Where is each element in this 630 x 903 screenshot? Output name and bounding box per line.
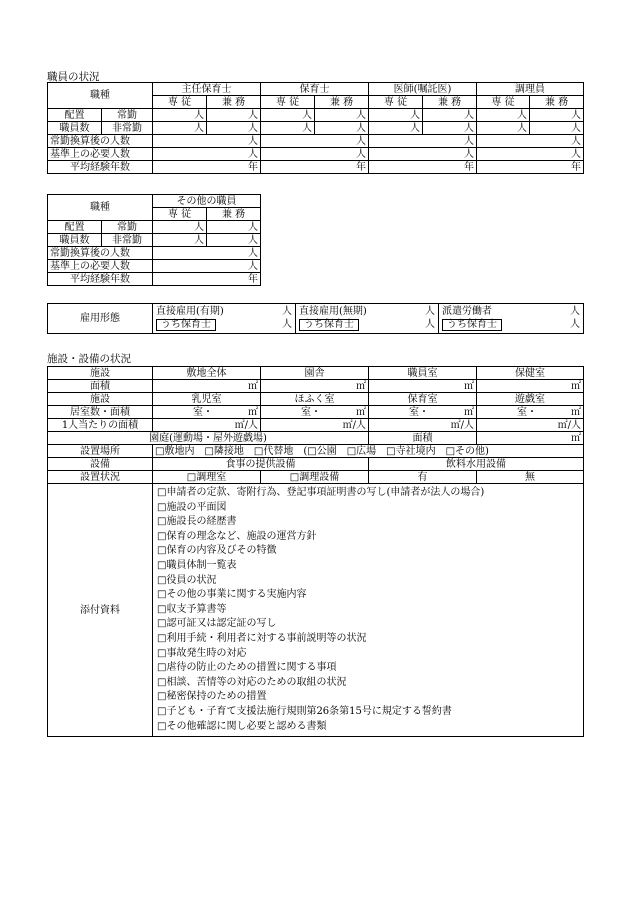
other-staff-table	[47, 194, 261, 286]
role-header-nursery: 保育士	[261, 83, 369, 96]
sqm-unit: ㎡	[248, 406, 258, 418]
count-cell[interactable]: 人	[153, 234, 207, 247]
area-cell[interactable]: ㎡	[153, 380, 261, 393]
years-cell[interactable]: 年	[261, 161, 369, 174]
water-yes-option[interactable]: 有	[369, 471, 477, 484]
years-cell[interactable]: 年	[477, 161, 584, 174]
part-time-label: 非常勤	[102, 234, 153, 247]
dispatch-cell[interactable]	[439, 304, 584, 334]
attachment-item[interactable]: □保育の理念など、施設の運営方針	[157, 530, 317, 542]
attachment-item[interactable]: □認可証又は認定証の写し	[157, 618, 277, 630]
facility-label: 施設	[48, 393, 153, 406]
per-person-area-cell[interactable]: ㎡/人	[153, 419, 261, 432]
attachment-item[interactable]: □役員の状況	[157, 574, 217, 586]
count-cell[interactable]: 人	[153, 221, 207, 234]
count-cell[interactable]: 人	[369, 109, 423, 122]
sqm-unit: ㎡	[571, 406, 581, 418]
attachment-item[interactable]: □施設長の経歴書	[157, 516, 237, 528]
count-cell[interactable]: 人	[153, 135, 261, 148]
room-count-area-cell[interactable]	[369, 406, 477, 419]
location-label: 設置場所	[48, 445, 153, 458]
direct-indef-label: 直接雇用(無期)	[299, 306, 367, 317]
staff-count-label: 職員数	[48, 234, 102, 247]
per-person-area-label: 1人当たりの面積	[48, 419, 153, 432]
count-cell[interactable]: 人	[369, 122, 423, 135]
person-unit: 人	[425, 306, 435, 317]
attachment-item[interactable]: □子ども・子育て支援法施行規則第26条第15号に規定する誓約書	[157, 705, 452, 717]
count-cell[interactable]: 人	[530, 109, 584, 122]
fte-label: 常勤換算後の人数	[48, 135, 153, 148]
area-cell[interactable]: ㎡	[261, 380, 369, 393]
count-cell[interactable]: 人	[423, 109, 477, 122]
room-name-nursery: 保育室	[369, 393, 477, 406]
regular-label: 常勤	[102, 221, 153, 234]
count-cell[interactable]: 人	[207, 109, 261, 122]
full-time-header: 専 従	[153, 96, 207, 109]
count-cell[interactable]: 人	[477, 109, 530, 122]
count-cell[interactable]: 人	[207, 221, 261, 234]
concurrent-header: 兼 務	[207, 208, 261, 221]
placement-label: 配置	[48, 109, 102, 122]
count-cell[interactable]: 人	[207, 122, 261, 135]
per-person-area-cell[interactable]: ㎡/人	[369, 419, 477, 432]
of-which-nursery-label: うち保育士	[442, 319, 502, 331]
room-name-crawling: ほふく室	[261, 393, 369, 406]
facility-table	[47, 366, 584, 737]
dispatch-label: 派遣労働者	[442, 306, 492, 317]
role-header-chief-nursery: 主任保育士	[153, 83, 261, 96]
attachment-item[interactable]: □申請者の定款、寄附行為、登記事項証明書の写し(申請者が法人の場合)	[157, 487, 485, 498]
room-name-infant: 乳児室	[153, 393, 261, 406]
count-cell[interactable]: 人	[477, 135, 584, 148]
person-unit: 人	[570, 319, 580, 330]
attachment-item[interactable]: □相談、苦情等の対応のための取組の状況	[157, 676, 347, 688]
area-name-staff-room: 職員室	[369, 367, 477, 380]
concurrent-header: 兼 務	[207, 96, 261, 109]
direct-fixed-label: 直接雇用(有期)	[156, 306, 224, 317]
direct-fixed-cell[interactable]	[153, 304, 296, 334]
avg-experience-label: 平均経験年数	[48, 273, 153, 286]
attachment-item[interactable]: □収支予算書等	[157, 603, 227, 615]
per-person-area-cell[interactable]: ㎡/人	[477, 419, 584, 432]
water-no-option[interactable]: 無	[477, 471, 584, 484]
attachments-label: 添付資料	[48, 484, 153, 737]
count-cell[interactable]: 人	[261, 109, 315, 122]
room-unit: 室・	[409, 406, 429, 418]
staff-table	[47, 82, 584, 174]
staff-count-label: 職員数	[48, 122, 102, 135]
attachment-item[interactable]: □施設の平面図	[157, 501, 227, 513]
sqm-unit: ㎡	[464, 406, 474, 418]
per-person-area-cell[interactable]: ㎡/人	[261, 419, 369, 432]
count-cell[interactable]: 人	[477, 122, 530, 135]
employment-form-table	[47, 303, 584, 334]
count-cell[interactable]: 人	[423, 122, 477, 135]
full-time-header: 専 従	[153, 208, 207, 221]
count-cell[interactable]: 人	[153, 260, 261, 273]
area-name-health-room: 保健室	[477, 367, 584, 380]
employment-form-label: 雇用形態	[48, 304, 153, 334]
room-count-area-cell[interactable]	[153, 406, 261, 419]
attachment-item[interactable]: □その他確認に関し必要と認める書類	[157, 720, 327, 732]
attachments-list	[153, 484, 584, 737]
concurrent-header: 兼 務	[530, 96, 584, 109]
room-name-playroom: 遊戯室	[477, 393, 584, 406]
yard-area-label: 面積	[369, 432, 477, 445]
count-cell[interactable]: 人	[477, 148, 584, 161]
room-count-area-cell[interactable]	[477, 406, 584, 419]
facility-label: 施設	[48, 367, 153, 380]
person-unit: 人	[282, 319, 292, 330]
count-cell[interactable]: 人	[261, 122, 315, 135]
of-which-nursery-label: うち保育士	[299, 319, 359, 331]
cooking-room-option[interactable]: □調理室	[153, 471, 261, 484]
count-cell[interactable]: 人	[261, 148, 369, 161]
years-cell[interactable]: 年	[369, 161, 477, 174]
area-cell[interactable]: ㎡	[369, 380, 477, 393]
attachment-item[interactable]: □事故発生時の対応	[157, 647, 247, 659]
count-cell[interactable]: 人	[369, 135, 477, 148]
cooking-equipment-option[interactable]: □調理設備	[261, 471, 369, 484]
years-cell[interactable]: 年	[153, 161, 261, 174]
person-unit: 人	[425, 319, 435, 330]
equipment-label: 設備	[48, 458, 153, 471]
required-label: 基準上の必要人数	[48, 260, 153, 273]
placement-label: 配置	[48, 221, 102, 234]
count-cell[interactable]: 人	[315, 122, 369, 135]
attachment-item[interactable]: □職員体制一覧表	[157, 559, 237, 571]
full-time-header: 専 従	[477, 96, 530, 109]
attachment-item[interactable]: □秘密保持のための措置	[157, 691, 267, 703]
room-count-area-cell[interactable]	[261, 406, 369, 419]
regular-label: 常勤	[102, 109, 153, 122]
count-cell[interactable]: 人	[153, 122, 207, 135]
part-time-label: 非常勤	[102, 122, 153, 135]
attachment-item[interactable]: □利用手続・利用者に対する事前説明等の状況	[157, 632, 367, 644]
room-count-area-label: 居室数・面積	[48, 406, 153, 419]
area-name-building: 園舎	[261, 367, 369, 380]
location-options[interactable]: □敷地内 □隣接地 □代替地 (□公園 □広場 □寺社境内 □その他)	[153, 445, 584, 458]
meal-equipment-label: 食事の提供設備	[153, 458, 369, 471]
person-unit: 人	[570, 306, 580, 317]
full-time-header: 専 従	[261, 96, 315, 109]
area-cell[interactable]: ㎡	[477, 380, 584, 393]
years-cell[interactable]: 年	[153, 273, 261, 286]
attachment-item[interactable]: □虐待の防止のための措置に関する事項	[157, 662, 337, 674]
count-cell[interactable]: 人	[261, 135, 369, 148]
area-name-site: 敷地全体	[153, 367, 261, 380]
role-header-other: その他の職員	[153, 195, 261, 208]
area-label: 面積	[48, 380, 153, 393]
status-label: 設置状況	[48, 471, 153, 484]
water-equipment-label: 飲料水用設備	[369, 458, 584, 471]
yard-label: 園庭(運動場・屋外遊戯場)	[48, 432, 369, 445]
count-cell[interactable]: 人	[153, 148, 261, 161]
count-cell[interactable]: 人	[530, 122, 584, 135]
job-type-header: 職種	[48, 83, 153, 109]
of-which-nursery-label: うち保育士	[156, 319, 216, 331]
yard-area-cell[interactable]: ㎡	[477, 432, 584, 445]
direct-indef-cell[interactable]	[296, 304, 439, 334]
concurrent-header: 兼 務	[423, 96, 477, 109]
count-cell[interactable]: 人	[153, 247, 261, 260]
count-cell[interactable]: 人	[315, 109, 369, 122]
person-unit: 人	[282, 306, 292, 317]
attachment-item[interactable]: □その他の事業に関する実施内容	[157, 589, 307, 601]
attachment-item[interactable]: □保育の内容及びその特徴	[157, 545, 277, 557]
role-header-cook: 調理員	[477, 83, 584, 96]
concurrent-header: 兼 務	[315, 96, 369, 109]
fte-label: 常勤換算後の人数	[48, 247, 153, 260]
job-type-header: 職種	[48, 195, 153, 221]
full-time-header: 専 従	[369, 96, 423, 109]
facility-section-title: 施設・設備の状況	[47, 353, 131, 365]
required-label: 基準上の必要人数	[48, 148, 153, 161]
room-unit: 室・	[517, 406, 537, 418]
count-cell[interactable]: 人	[153, 109, 207, 122]
sqm-unit: ㎡	[356, 406, 366, 418]
avg-experience-label: 平均経験年数	[48, 161, 153, 174]
room-unit: 室・	[301, 406, 321, 418]
staff-section-title: 職員の状況	[47, 71, 100, 83]
count-cell[interactable]: 人	[369, 148, 477, 161]
room-unit: 室・	[193, 406, 213, 418]
role-header-doctor: 医師(嘱託医)	[369, 83, 477, 96]
count-cell[interactable]: 人	[207, 234, 261, 247]
